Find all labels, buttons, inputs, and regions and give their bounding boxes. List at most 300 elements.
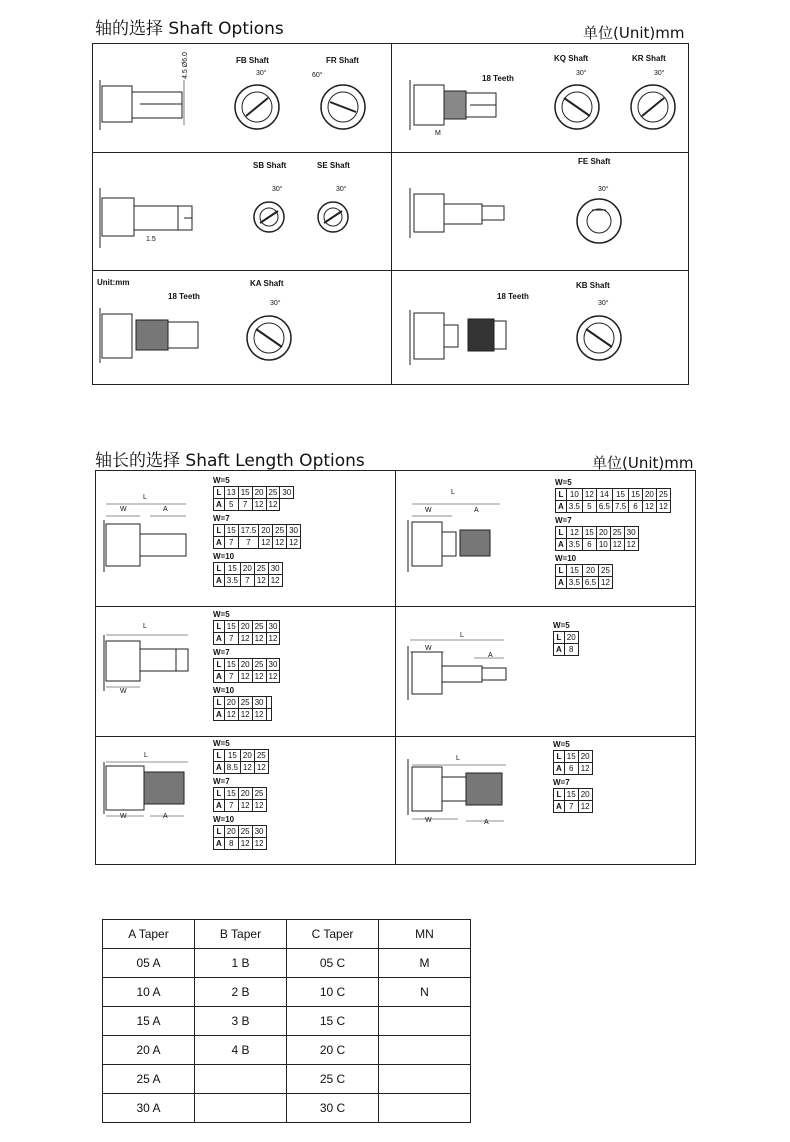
taper-header-cell: A Taper [103, 920, 195, 949]
value-cell: 15 [238, 487, 252, 499]
row-header: A [214, 671, 225, 683]
ka-unit-label: Unit:mm [97, 278, 130, 287]
w-value-label: W=7 [213, 648, 230, 657]
value-cell: 10 [566, 489, 582, 501]
row-header: A [214, 633, 225, 645]
taper-row [103, 1065, 471, 1094]
row-header: A [214, 575, 225, 587]
value-cell: 25 [254, 750, 268, 762]
length-drawing-4 [408, 628, 518, 708]
taper-cell: 05 C [287, 949, 379, 978]
taper-cell [195, 1094, 287, 1123]
taper-row [103, 1094, 471, 1123]
a-row [214, 537, 301, 549]
value-cell: 15 [566, 565, 582, 577]
shaft-length-unit: 单位(Unit)mm [592, 454, 694, 472]
kb-shaft-label: KB Shaft [576, 281, 610, 290]
kr-angle-label: 30° [654, 70, 665, 77]
value-cell: 15 [224, 621, 238, 633]
cell6-L-label: L [456, 755, 460, 762]
ka-shaft-label: KA Shaft [250, 279, 284, 288]
value-cell: 30 [624, 527, 638, 539]
fb-shaft-side-drawing [100, 80, 200, 140]
length-drawing-2 [408, 492, 508, 572]
kr-shaft-end-view [628, 82, 678, 132]
value-cell: 20 [578, 789, 592, 801]
length-table [213, 562, 283, 587]
taper-cell: 25 C [287, 1065, 379, 1094]
value-cell: 15 [564, 751, 578, 763]
a-row [556, 539, 639, 551]
row-header: A [214, 499, 225, 511]
cell4-L-label: L [460, 632, 464, 639]
w-value-label: W=10 [213, 552, 235, 561]
cell6-A-label: A [484, 819, 489, 826]
length-table [213, 486, 294, 511]
length-table [213, 524, 301, 549]
se-shaft-end-view [316, 200, 350, 234]
length-row [556, 527, 639, 539]
value-cell: 30 [266, 659, 280, 671]
length-table [213, 749, 269, 774]
w-value-label: W=5 [213, 610, 230, 619]
row-header: A [556, 539, 567, 551]
w-value-label: W=10 [213, 815, 235, 824]
value-cell: 12 [259, 537, 273, 549]
value-cell: 12 [642, 501, 656, 513]
taper-cell: 10 A [103, 978, 195, 1007]
value-cell: 6 [564, 763, 578, 775]
shaft-options-title: 轴的选择 Shaft Options [95, 19, 284, 39]
fb-shaft-end-view [232, 82, 282, 132]
taper-header-cell: C Taper [287, 920, 379, 949]
a-row [214, 575, 283, 587]
sb-angle-label: 30° [272, 186, 283, 193]
taper-cell: 2 B [195, 978, 287, 1007]
value-cell: 7 [224, 537, 238, 549]
length-options-1 [213, 476, 301, 590]
value-cell: 20 [238, 621, 252, 633]
length-options-4 [553, 621, 579, 659]
length-row [214, 788, 267, 800]
value-cell: 30 [266, 621, 280, 633]
value-cell: 15 [224, 750, 240, 762]
value-cell: 20 [259, 525, 273, 537]
value-cell: 25 [266, 487, 280, 499]
value-cell: 3.5 [566, 539, 582, 551]
length-table [213, 620, 280, 645]
length-row [214, 525, 301, 537]
value-cell: 12 [252, 671, 266, 683]
value-cell: 12 [252, 709, 266, 721]
value-cell: 3.5 [224, 575, 240, 587]
sb-shaft-side-drawing [100, 188, 210, 258]
value-cell: 25 [656, 489, 670, 501]
kb-angle-label: 30° [598, 300, 609, 307]
value-cell: 6.5 [596, 501, 612, 513]
length-table [555, 564, 613, 589]
shaft-length-title: 轴长的选择 Shaft Length Options [95, 451, 365, 471]
value-cell: 30 [287, 525, 301, 537]
taper-cell: 1 B [195, 949, 287, 978]
value-cell: 7 [224, 800, 238, 812]
length-table [213, 787, 267, 812]
value-cell: 30 [252, 697, 266, 709]
fe-shaft-label: FE Shaft [578, 157, 611, 166]
length-row [214, 826, 267, 838]
taper-cell: 4 B [195, 1036, 287, 1065]
row-header: A [214, 838, 225, 850]
row-header: A [554, 801, 565, 813]
a-row [556, 501, 671, 513]
taper-cell: 20 C [287, 1036, 379, 1065]
value-cell: 25 [254, 563, 268, 575]
value-cell: 15 [564, 789, 578, 801]
kr-shaft-label: KR Shaft [632, 54, 666, 63]
row-header: A [554, 763, 565, 775]
length-table [213, 825, 267, 850]
value-cell: 25 [610, 527, 624, 539]
value-cell: 20 [582, 565, 598, 577]
row-header: L [214, 525, 225, 537]
taper-cell: 10 C [287, 978, 379, 1007]
kb-shaft-end-view [574, 313, 624, 363]
value-cell: 12 [656, 501, 670, 513]
row-header: A [554, 644, 565, 656]
row-header: L [214, 697, 225, 709]
length-row [214, 659, 280, 671]
length-row [556, 565, 613, 577]
taper-header-cell: MN [379, 920, 471, 949]
cell1-A-label: A [163, 506, 168, 513]
value-cell: 12 [252, 499, 266, 511]
cell2-W-label: W [425, 507, 432, 514]
value-cell: 12 [268, 575, 282, 587]
value-cell: 7.5 [612, 501, 628, 513]
length-options-6 [553, 740, 593, 816]
value-cell: 12 [238, 709, 252, 721]
value-cell: 12 [238, 633, 252, 645]
value-cell: 15 [629, 489, 643, 501]
length-row [214, 563, 283, 575]
row-header: L [214, 788, 225, 800]
length-drawing-3 [104, 625, 204, 705]
cell2-A-label: A [474, 507, 479, 514]
value-cell: 15 [224, 525, 238, 537]
cell6-W-label: W [425, 817, 432, 824]
taper-cell [379, 1036, 471, 1065]
length-table [213, 696, 272, 721]
fe-shaft-side-drawing [410, 188, 520, 258]
value-cell: 20 [240, 750, 254, 762]
value-cell: 30 [252, 826, 266, 838]
value-cell: 25 [252, 659, 266, 671]
kq-angle-label: 30° [576, 70, 587, 77]
length-row [554, 632, 579, 644]
value-cell: 12 [252, 633, 266, 645]
cell1-L-label: L [143, 494, 147, 501]
row-header: A [214, 762, 225, 774]
value-cell: 12 [252, 800, 266, 812]
row-header: A [214, 800, 225, 812]
a-row [214, 762, 269, 774]
length-row [214, 750, 269, 762]
value-cell: 14 [596, 489, 612, 501]
value-cell: 15 [224, 659, 238, 671]
kb-teeth-label: 18 Teeth [497, 292, 529, 301]
kb-shaft-side-drawing [410, 305, 530, 375]
length-table [555, 526, 639, 551]
row-header: L [214, 563, 225, 575]
value-cell: 12 [254, 575, 268, 587]
w-value-label: W=10 [555, 554, 577, 563]
value-cell: 15 [224, 563, 240, 575]
row-header: A [214, 537, 225, 549]
a-row [214, 838, 267, 850]
a-row [554, 644, 579, 656]
taper-cell: N [379, 978, 471, 1007]
w-value-label: W=5 [553, 621, 570, 630]
length-row [554, 789, 593, 801]
value-cell: 12 [224, 709, 238, 721]
value-cell: 8 [224, 838, 238, 850]
value-cell: 25 [273, 525, 287, 537]
value-cell: 12 [582, 489, 596, 501]
row-header: L [214, 487, 225, 499]
cell3-L-label: L [143, 623, 147, 630]
value-cell: 3.5 [566, 577, 582, 589]
value-cell: 7 [224, 633, 238, 645]
value-cell: 20 [224, 697, 238, 709]
w-value-label: W=5 [555, 478, 572, 487]
value-cell: 20 [224, 826, 238, 838]
value-cell: 15 [224, 788, 238, 800]
grid2-vline [395, 470, 396, 865]
a-row [214, 800, 267, 812]
value-cell: 6 [629, 501, 643, 513]
length-table [555, 488, 671, 513]
value-cell: 12 [266, 671, 280, 683]
taper-table [102, 919, 471, 1123]
value-cell: 12 [252, 838, 266, 850]
taper-cell [195, 1065, 287, 1094]
value-cell: 20 [578, 751, 592, 763]
w-value-label: W=7 [213, 514, 230, 523]
value-cell: 30 [280, 487, 294, 499]
w-value-label: W=7 [213, 777, 230, 786]
w-value-label: W=5 [213, 739, 230, 748]
row-header: L [214, 750, 225, 762]
value-cell: 12 [238, 800, 252, 812]
value-cell: 7 [564, 801, 578, 813]
kq-m-label: M [435, 130, 441, 137]
value-cell: 20 [596, 527, 610, 539]
cell4-A-label: A [488, 652, 493, 659]
fe-angle-label: 30° [598, 186, 609, 193]
length-table [553, 750, 593, 775]
value-cell: 25 [252, 621, 266, 633]
row-header: L [556, 489, 567, 501]
value-cell: 12 [266, 633, 280, 645]
value-cell: 20 [252, 487, 266, 499]
a-row [214, 709, 272, 721]
value-cell: 6 [582, 539, 596, 551]
row-header: L [554, 632, 565, 644]
value-cell: 20 [642, 489, 656, 501]
taper-cell: 15 A [103, 1007, 195, 1036]
fb-shaft-label: FB Shaft [236, 56, 269, 65]
length-options-5 [213, 739, 269, 853]
taper-cell: M [379, 949, 471, 978]
row-header: A [556, 577, 567, 589]
w-value-label: W=7 [553, 778, 570, 787]
length-table [213, 658, 280, 683]
row-header: L [214, 621, 225, 633]
taper-cell: 20 A [103, 1036, 195, 1065]
cell2-L-label: L [451, 489, 455, 496]
ka-shaft-end-view [244, 313, 294, 363]
a-row [214, 499, 294, 511]
length-row [556, 489, 671, 501]
fr-angle-label: 60° [312, 72, 323, 79]
fb-dimension-label: 4.5 Ø6.0 [181, 52, 189, 79]
value-cell: 20 [564, 632, 578, 644]
shaft-options-unit: 单位(Unit)mm [583, 24, 685, 42]
sb-dim-label: 1.5 [146, 236, 156, 243]
value-cell: 25 [238, 697, 252, 709]
taper-row [103, 1007, 471, 1036]
grid-hline-1 [92, 152, 689, 153]
length-drawing-1 [104, 492, 204, 572]
length-table [553, 788, 593, 813]
taper-cell: 3 B [195, 1007, 287, 1036]
fb-angle-label: 30° [256, 70, 267, 77]
ka-teeth-label: 18 Teeth [168, 292, 200, 301]
ka-shaft-side-drawing [100, 308, 220, 378]
value-cell: 12 [238, 838, 252, 850]
value-cell: 7 [238, 499, 252, 511]
value-cell: 12 [566, 527, 582, 539]
kq-shaft-side-drawing [410, 75, 530, 145]
cell3-W-label: W [120, 688, 127, 695]
se-angle-label: 30° [336, 186, 347, 193]
kq-teeth-label: 18 Teeth [482, 74, 514, 83]
fe-shaft-end-view [574, 196, 624, 246]
grid2-hline-2 [95, 736, 696, 737]
value-cell: 5 [224, 499, 238, 511]
taper-cell: 15 C [287, 1007, 379, 1036]
length-table [553, 631, 579, 656]
length-row [554, 751, 593, 763]
value-cell: 12 [624, 539, 638, 551]
value-cell: 12 [578, 801, 592, 813]
cell5-L-label: L [144, 752, 148, 759]
cell1-W-label: W [120, 506, 127, 513]
grid2-hline-1 [95, 606, 696, 607]
taper-cell [379, 1065, 471, 1094]
taper-header-row [103, 920, 471, 949]
w-value-label: W=5 [213, 476, 230, 485]
taper-cell [379, 1094, 471, 1123]
grid-vline [391, 43, 392, 385]
row-header: L [556, 565, 567, 577]
row-header: A [214, 709, 225, 721]
value-cell: 25 [599, 565, 613, 577]
value-cell: 7 [224, 671, 238, 683]
cell5-A-label: A [163, 813, 168, 820]
value-cell: 10 [596, 539, 610, 551]
value-cell: 20 [238, 659, 252, 671]
value-cell: 6.5 [582, 577, 598, 589]
value-cell: 3.5 [566, 501, 582, 513]
row-header: L [554, 789, 565, 801]
value-cell: 12 [266, 499, 280, 511]
taper-row [103, 949, 471, 978]
value-cell: 8.5 [224, 762, 240, 774]
value-cell: 12 [240, 762, 254, 774]
cell5-W-label: W [120, 813, 127, 820]
length-drawing-5 [104, 752, 204, 832]
row-header: L [214, 826, 225, 838]
value-cell: 17.5 [238, 525, 259, 537]
fr-shaft-end-view [318, 82, 368, 132]
fr-shaft-label: FR Shaft [326, 56, 359, 65]
sb-shaft-label: SB Shaft [253, 161, 287, 170]
length-row [214, 487, 294, 499]
value-cell: 12 [578, 763, 592, 775]
taper-cell: 30 A [103, 1094, 195, 1123]
sb-shaft-end-view [252, 200, 286, 234]
taper-cell: 30 C [287, 1094, 379, 1123]
kq-shaft-label: KQ Shaft [554, 54, 589, 63]
value-cell: 15 [582, 527, 596, 539]
value-cell: 15 [612, 489, 628, 501]
value-cell: 12 [610, 539, 624, 551]
value-cell: 12 [273, 537, 287, 549]
length-row [214, 621, 280, 633]
taper-cell: 25 A [103, 1065, 195, 1094]
a-row [214, 633, 280, 645]
a-row [554, 801, 593, 813]
cell4-W-label: W [425, 645, 432, 652]
value-cell: 25 [252, 788, 266, 800]
se-shaft-label: SE Shaft [317, 161, 350, 170]
taper-header-cell: B Taper [195, 920, 287, 949]
value-cell: 12 [599, 577, 613, 589]
value-cell: 7 [240, 575, 254, 587]
value-cell: 12 [254, 762, 268, 774]
taper-row [103, 1036, 471, 1065]
row-header: L [214, 659, 225, 671]
row-header: A [556, 501, 567, 513]
w-value-label: W=7 [555, 516, 572, 525]
length-options-2 [555, 478, 671, 592]
a-row [554, 763, 593, 775]
taper-row [103, 978, 471, 1007]
value-cell: 30 [268, 563, 282, 575]
w-value-label: W=5 [553, 740, 570, 749]
value-cell [266, 709, 271, 721]
length-row [214, 697, 272, 709]
value-cell: 12 [238, 671, 252, 683]
value-cell: 20 [238, 788, 252, 800]
row-header: L [554, 751, 565, 763]
taper-cell: 05 A [103, 949, 195, 978]
value-cell: 20 [240, 563, 254, 575]
ka-angle-label: 30° [270, 300, 281, 307]
value-cell: 12 [287, 537, 301, 549]
w-value-label: W=10 [213, 686, 235, 695]
